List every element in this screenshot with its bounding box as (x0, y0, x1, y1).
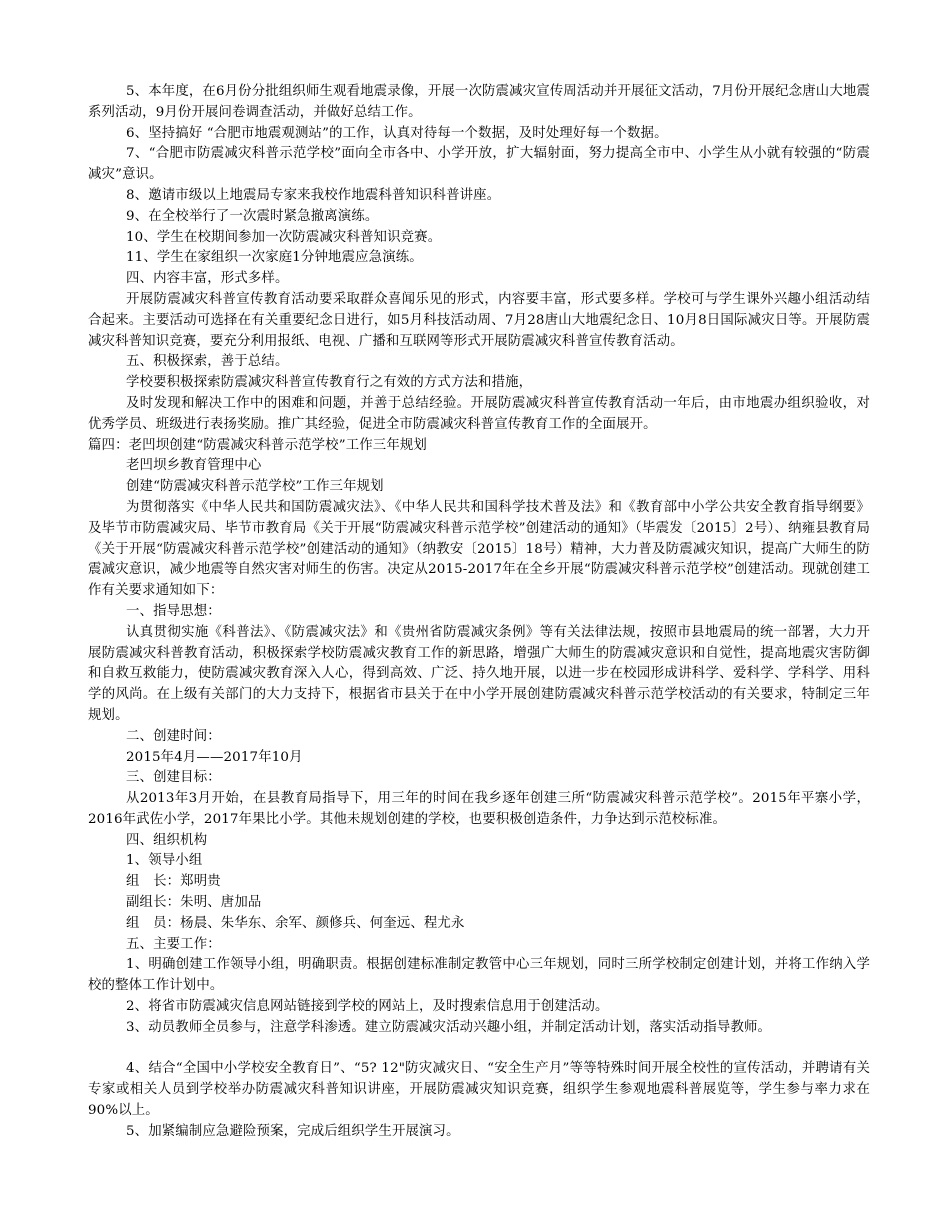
section-heading: 三、创建目标： (126, 770, 221, 786)
list-item: 组 长：郑明贵 (126, 874, 221, 890)
paragraph: 4、结合“全国中小学校安全教育日”、“5? 12"防灾减灾日、“安全生产月”等等特殊时间开展全校性的宣传活动，并聘请有关专家或相关人员到学校举办防震减灾科普知识讲座，开展防震减灾知识竞赛，组织学生参观地震科普展览等，学生参与率力求在90%以上。 (88, 1061, 870, 1119)
chapter-title: 篇四：老凹坝创建“防震减灾科普示范学校”工作三年规划 (88, 437, 427, 453)
paragraph: 7、“合肥市防震减灾科普示范学校”面向全市各中、小学开放，扩大辐射面，努力提高全市中、小学生从小就有较强的“防震减灾”意识。 (88, 146, 870, 183)
section-heading: 五、积极探索，善于总结。 (126, 354, 289, 370)
paragraph: 开展防震减灾科普宣传教育活动要采取群众喜闻乐见的形式，内容要丰富，形式要多样。学校可与学生课外兴趣小组活动结合起来。主要活动可选择在有关重要纪念日进行，如5月科技活动周、7月28唐山大地震纪念日、10月8日国际减灾日等。开展防震减灾科普知识竞赛，要充分利用报纸、电视、广播和互联网等形式开展防震减灾科普宣传教育活动。 (88, 291, 870, 349)
list-item: 副组长：朱明、唐加品 (126, 895, 262, 911)
paragraph: 为贯彻落实《中华人民共和国防震减灾法》、《中华人民共和国科学技术普及法》和《教育部中小学公共安全教育指导纲要》及毕节市防震减灾局、毕节市教育局《关于开展“防震减灾科普示范学校”创建活动的通知》（毕震发〔2015〕2号）、纳雍县教育局《关于开展“防震减灾科普示范学校”创建活动的通知》（纳教安〔2015〕18号）精神，大力普及防震减灾知识，提高广大师生的防震减灾意识，减少地震等自然灾害对师生的伤害。决定从2015-2017年在全乡开展“防震减灾科普示范学校”创建活动。现就创建工作有关要求通知如下： (88, 499, 870, 599)
paragraph: 11、学生在家组织一次家庭1分钟地震应急演练。 (126, 250, 423, 266)
list-item: 组 员：杨晨、朱华东、余军、颜修兵、何奎远、程尤永 (126, 915, 465, 931)
document-title: 创建“防震减灾科普示范学校”工作三年规划 (126, 479, 384, 495)
paragraph: 从2013年3月开始，在县教育局指导下，用三年的时间在我乡逐年创建三所“防震减灾科普示范学校”。2015年平寨小学，2016年武佐小学，2017年果比小学。其他未规划创建的学校，也要积极创造条件，力争达到示范校标准。 (88, 791, 870, 827)
paragraph: 8、邀请市级以上地震局专家来我校作地震科普知识科普讲座。 (126, 187, 501, 203)
paragraph: 5、本年度，在6月份分批组织师生观看地震录像，开展一次防震减灾宣传周活动并开展征文活动，7月份开展纪念唐山大地震系列活动，9月份开展问卷调查活动，并做好总结工作。 (88, 84, 870, 120)
sub-heading: 1、领导小组 (126, 853, 203, 869)
section-heading: 五、主要工作： (126, 936, 221, 952)
section-heading: 四、内容丰富，形式多样。 (126, 271, 289, 287)
document-body (88, 82, 870, 1143)
paragraph: 10、学生在校期间参加一次防震减灾科普知识竞赛。 (126, 229, 442, 245)
organization-name: 老凹坝乡教育管理中心 (126, 458, 262, 474)
paragraph: 9、在全校举行了一次震时紧急撤离演练。 (126, 208, 379, 224)
section-heading: 一、指导思想： (126, 603, 221, 619)
paragraph: 2、将省市防震减灾信息网站链接到学校的网站上，及时搜索信息用于创建活动。 (126, 999, 609, 1015)
paragraph: 认真贯彻实施《科普法》、《防震减灾法》和《贵州省防震减灾条例》等有关法律法规，按照市县地震局的统一部署，大力开展防震减灾科普教育活动，积极探索学校防震减灾教育工作的新思路，增强广大师生的防震减灾意识和自觉性，提高地震灾害防御和自救互救能力，使防震减灾教育深入人心，得到高效、广泛、持久地开展，以进一步在校园形成讲科学、爱科学、学科学、用科学的风尚。在上级有关部门的大力支持下，根据省市县关于在中小学开展创建防震减灾科普示范学校活动的有关要求，特制定三年规划。 (88, 624, 870, 723)
paragraph: 2015年4月——2017年10月 (126, 749, 303, 765)
paragraph: 3、动员教师全员参与，注意学科渗透。建立防震减灾活动兴趣小组，并制定活动计划，落实活动指导教师。 (126, 1019, 772, 1035)
paragraph: 学校要积极探索防震减灾科普宣传教育行之有效的方式方法和措施， (126, 375, 533, 391)
paragraph: 1、明确创建工作领导小组，明确职责。根据创建标准制定教管中心三年规划，同时三所学校制定创建计划，并将工作纳入学校的整体工作计划中。 (88, 957, 870, 994)
paragraph: 6、坚持搞好 “合肥市地震观测站”的工作，认真对待每一个数据，及时处理好每一个数据。 (126, 125, 668, 141)
paragraph: 及时发现和解决工作中的困难和问题，并善于总结经验。开展防震减灾科普宣传教育活动一年后，由市地震办组织验收，对优秀学员、班级进行表扬奖励。推广其经验，促进全市防震减灾科普宣传教育工作的全面展开。 (88, 395, 870, 432)
section-heading: 二、创建时间： (126, 728, 221, 744)
paragraph: 5、加紧编制应急避险预案，完成后组织学生开展演习。 (126, 1123, 460, 1139)
section-heading: 四、组织机构 (126, 832, 208, 848)
